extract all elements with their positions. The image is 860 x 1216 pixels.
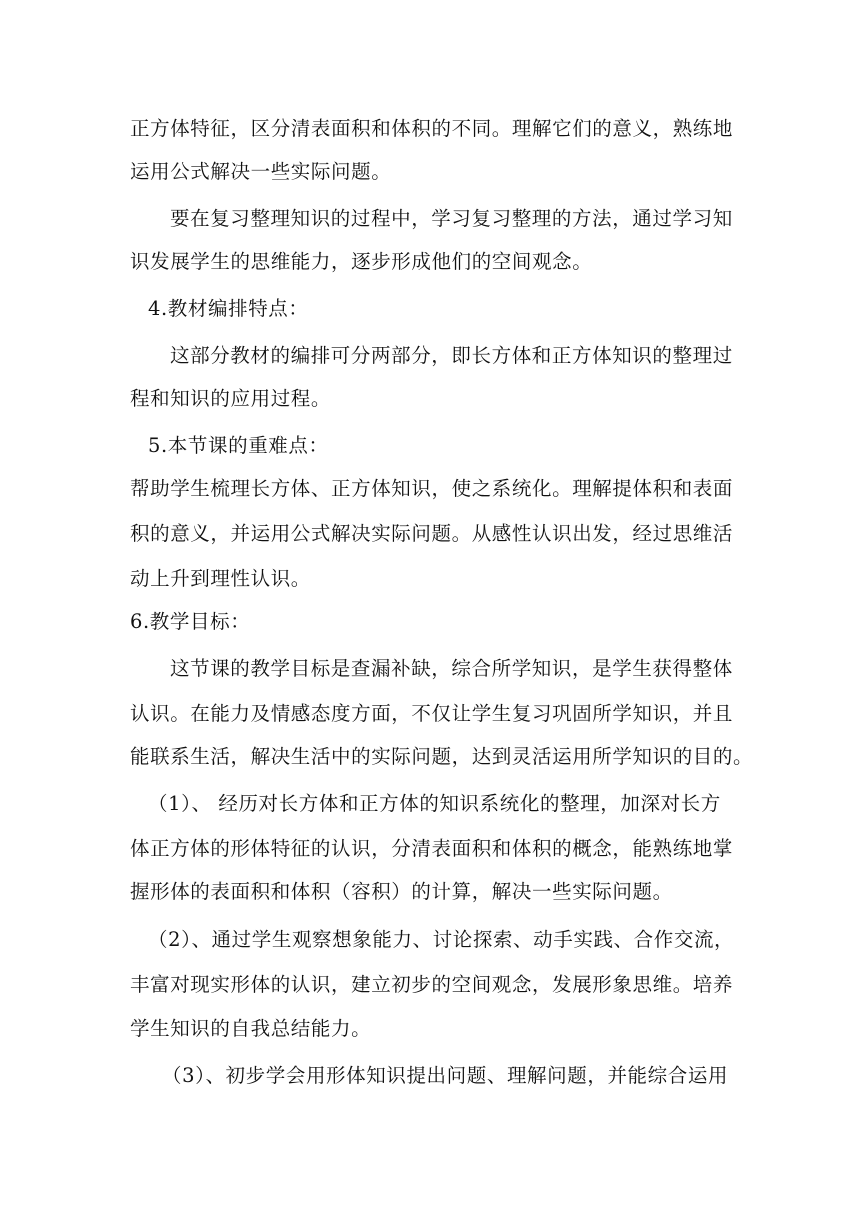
text-line: 识发展学生的思维能力，逐步形成他们的空间观念。	[130, 250, 593, 273]
list-item: （1）、 经历对长方体和正方体的知识系统化的整理，加深对长方	[148, 792, 721, 815]
text-line: 丰富对现实形体的认识，建立初步的空间观念，发展形象思维。培养	[130, 973, 734, 996]
text-line: 要在复习整理知识的过程中，学习复习整理的方法，通过学习知	[170, 207, 733, 230]
text-line: 这部分教材的编排可分两部分，即长方体和正方体知识的整理过	[170, 344, 733, 367]
text-line: 积的意义，并运用公式解决实际问题。从感性认识出发，经过思维活	[130, 522, 734, 545]
section-heading: 5.本节课的重难点：	[148, 434, 329, 457]
text-line: 认识。在能力及情感态度方面，不仅让学生复习巩固所学知识，并且	[130, 702, 734, 725]
text-line: 学生知识的自我总结能力。	[130, 1017, 372, 1040]
list-item: （3）、初步学会用形体知识提出问题、理解问题，并能综合运用	[162, 1064, 729, 1087]
text-line: 程和知识的应用过程。	[130, 387, 332, 410]
text-line: 这节课的教学目标是查漏补缺，综合所学知识，是学生获得整体	[170, 657, 733, 680]
text-line: 体正方体的形体特征的认识，分清表面积和体积的概念，能熟练地掌	[130, 837, 734, 860]
text-line: 动上升到理性认识。	[130, 567, 311, 590]
text-line: 握形体的表面积和体积（容积）的计算，解决一些实际问题。	[130, 880, 673, 903]
text-line: 帮助学生梳理长方体、正方体知识，使之系统化。理解提体积和表面	[130, 477, 734, 500]
text-line: 能联系生活，解决生活中的实际问题，达到灵活运用所学知识的目的。	[130, 745, 754, 768]
section-heading: 4.教材编排特点：	[148, 297, 309, 320]
text-line: 运用公式解决一些实际问题。	[130, 160, 392, 183]
section-heading: 6.教学目标：	[130, 610, 251, 633]
text-line: 正方体特征，区分清表面积和体积的不同。理解它们的意义，熟练地	[130, 117, 734, 140]
list-item: （2）、通过学生观察想象能力、讨论探索、动手实践、合作交流，	[148, 928, 735, 951]
